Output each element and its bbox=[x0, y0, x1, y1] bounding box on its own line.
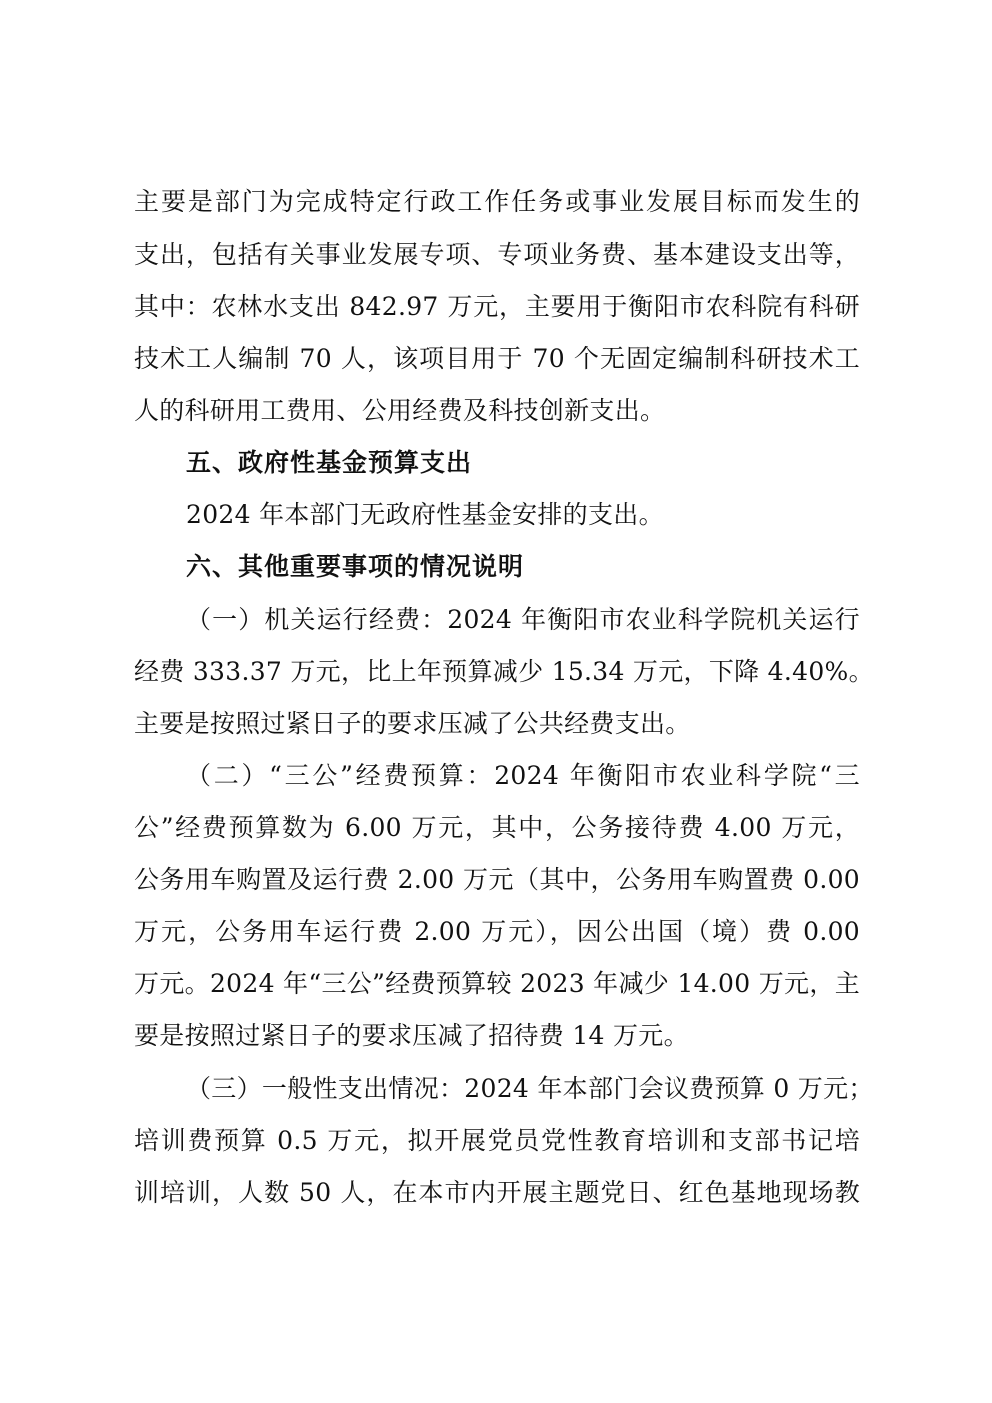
paragraph-line: 要是按照过紧日子的要求压减了招待费 14 万元。 bbox=[134, 1021, 689, 1050]
paragraph-line: 2024 年本部门无政府性基金安排的支出。 bbox=[186, 500, 664, 529]
paragraph-line: 万元，公务用车运行费 2.00 万元），因公出国（境）费 0.00 bbox=[134, 917, 860, 946]
paragraph-line: 训培训，人数 50 人，在本市内开展主题党日、红色基地现场教 bbox=[134, 1178, 860, 1207]
paragraph-line: 公务用车购置及运行费 2.00 万元（其中，公务用车购置费 0.00 bbox=[134, 865, 860, 894]
paragraph-line: 主要是部门为完成特定行政工作任务或事业发展目标而发生的 bbox=[134, 187, 860, 216]
section-heading-6: 六、其他重要事项的情况说明 bbox=[186, 552, 525, 581]
paragraph-line: 人的科研用工费用、公用经费及科技创新支出。 bbox=[134, 396, 666, 425]
paragraph-line: （二）“三公”经费预算：2024 年衡阳市农业科学院“三 bbox=[186, 761, 860, 790]
paragraph-line: 支出，包括有关事业发展专项、专项业务费、基本建设支出等， bbox=[134, 240, 860, 269]
section-heading-5: 五、政府性基金预算支出 bbox=[186, 448, 473, 477]
paragraph-line: 公”经费预算数为 6.00 万元，其中，公务接待费 4.00 万元， bbox=[134, 813, 860, 842]
paragraph-line: 万元。2024 年“三公”经费预算较 2023 年减少 14.00 万元，主 bbox=[134, 969, 860, 998]
paragraph-line: 经费 333.37 万元，比上年预算减少 15.34 万元，下降 4.40%。 bbox=[134, 657, 874, 686]
paragraph-line: （一）机关运行经费：2024 年衡阳市农业科学院机关运行 bbox=[186, 605, 860, 634]
paragraph-line: 其中：农林水支出 842.97 万元，主要用于衡阳市农科院有科研 bbox=[134, 292, 860, 321]
paragraph-line: 培训费预算 0.5 万元，拟开展党员党性教育培训和支部书记培 bbox=[134, 1126, 860, 1155]
paragraph-line: 主要是按照过紧日子的要求压减了公共经费支出。 bbox=[134, 709, 691, 738]
paragraph-line: 技术工人编制 70 人，该项目用于 70 个无固定编制科研技术工 bbox=[134, 344, 860, 373]
paragraph-line: （三）一般性支出情况：2024 年本部门会议费预算 0 万元； bbox=[186, 1074, 874, 1103]
